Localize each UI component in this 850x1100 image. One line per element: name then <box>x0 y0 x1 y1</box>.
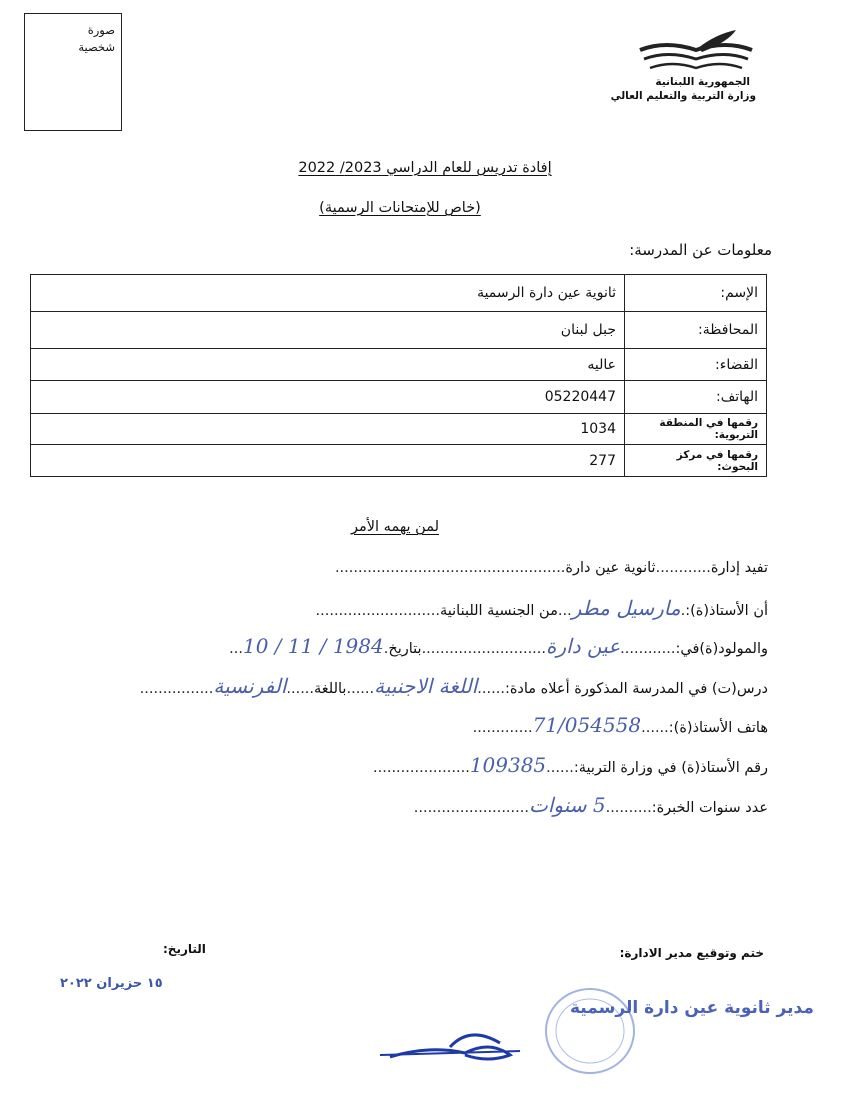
line-phone: هاتف الأستاذ(ة):......71/054558............. <box>472 713 768 737</box>
row-label: الإسم: <box>625 275 767 312</box>
line-teacher-name: أن الأستاذ(ة):.مارسيل مطر...من الجنسية اللبنانية........................... <box>315 596 768 620</box>
row-label: الهاتف: <box>625 381 767 414</box>
line-ministry-number: رقم الأستاذ(ة) في وزارة التربية:......109385..................... <box>373 753 768 777</box>
row-value: 277 <box>31 445 625 477</box>
row-label: رقمها في مركز البحوث: <box>625 445 767 477</box>
date-value: ١٥ حزيران ٢٠٢٢ <box>60 976 163 991</box>
ministry-number-hw: 109385 <box>469 753 547 777</box>
row-value: جبل لبنان <box>31 312 625 349</box>
birthdate-hw: 1984 / 11 / 10 <box>243 634 384 658</box>
row-value: 1034 <box>31 414 625 445</box>
date-label: التاريخ: <box>163 942 206 956</box>
row-label: المحافظة: <box>625 312 767 349</box>
table-row <box>31 275 767 312</box>
ministry-logo <box>636 28 756 80</box>
line-experience: عدد سنوات الخبرة:..........5 سنوات......................... <box>413 793 768 817</box>
official-stamp-signature <box>370 985 814 1075</box>
document-title: إفادة تدريس للعام الدراسي 2023/ 2022 <box>298 160 552 176</box>
teacher-phone-hw: 71/054558 <box>532 713 642 737</box>
line-birth: والمولود(ة)في:............عين دارة...........................بتاريخ.1984 / 11 / 10... <box>229 634 768 658</box>
row-label: رقمها في المنطقة التربوية: <box>625 414 767 445</box>
photo-label: صورة شخصية <box>78 23 115 54</box>
teacher-name-hw: مارسيل مطر <box>571 596 681 620</box>
photo-placeholder <box>24 13 122 131</box>
concern-title: لمن يهمه الأمر <box>351 519 439 535</box>
republic-name: الجمهورية اللبنانية <box>655 76 750 88</box>
table-row <box>31 312 767 349</box>
table-row <box>31 349 767 381</box>
language-hw: الفرنسية <box>213 674 287 698</box>
row-value: 05220447 <box>31 381 625 414</box>
school-name-fill: ثانوية عين دارة <box>565 560 656 576</box>
table-row <box>31 414 767 445</box>
row-value: عاليه <box>31 349 625 381</box>
line-subject: درس(ت) في المدرسة المذكورة أعلاه مادة:......اللغة الاجنبية......باللغة......الفرنسية................ <box>139 674 768 698</box>
subject-hw: اللغة الاجنبية <box>374 674 478 698</box>
row-value: ثانوية عين دارة الرسمية <box>31 275 625 312</box>
ministry-name: وزارة التربية والتعليم العالي <box>610 90 756 102</box>
birthplace-hw: عين دارة <box>546 634 621 658</box>
document-subtitle: (خاص للإمتحانات الرسمية) <box>319 200 481 216</box>
row-label: القضاء: <box>625 349 767 381</box>
table-row <box>31 445 767 477</box>
school-info-heading: معلومات عن المدرسة: <box>629 241 772 259</box>
stamp-text: مدير ثانوية عين دارة الرسمية <box>570 998 814 1018</box>
stamp-signature-label: ختم وتوقيع مدير الادارة: <box>619 946 764 960</box>
school-info-table <box>30 274 767 477</box>
experience-hw: 5 سنوات <box>528 793 606 817</box>
line-school: تفيد إدارة............ثانوية عين دارة.................................................. <box>334 560 768 576</box>
table-row <box>31 381 767 414</box>
